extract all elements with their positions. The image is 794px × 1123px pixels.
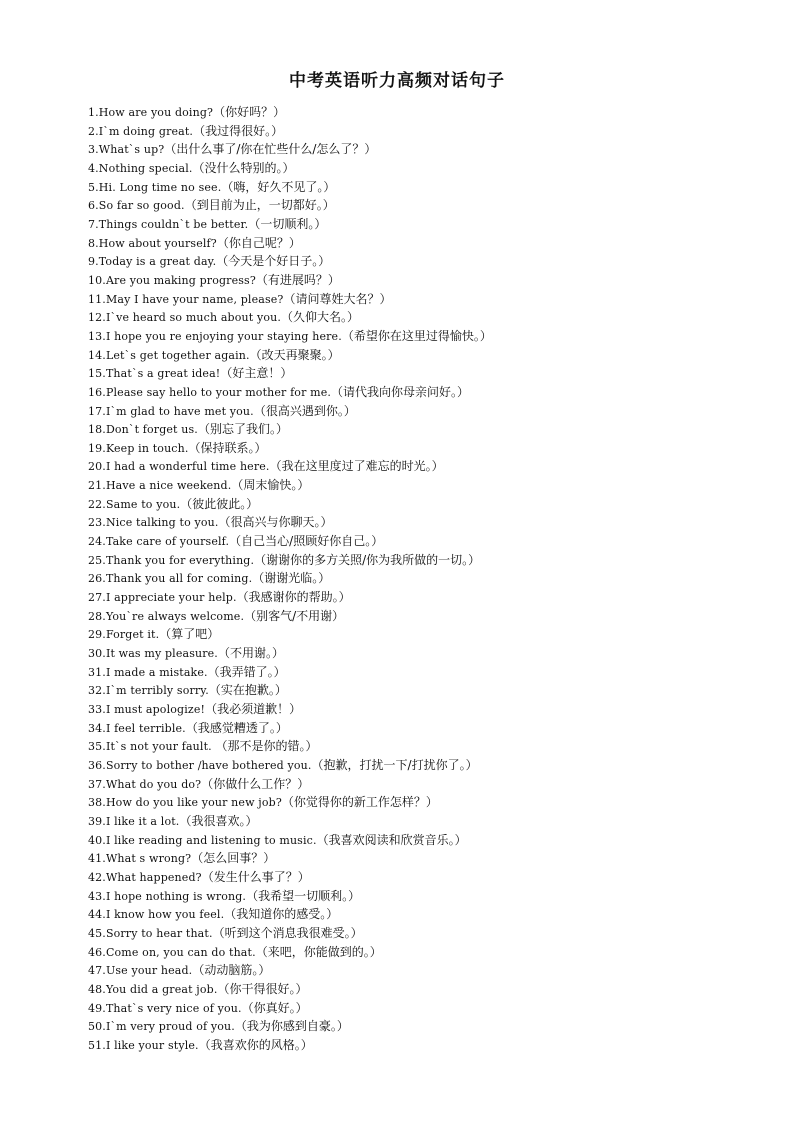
english-phrase: 51.I like your style. xyxy=(88,1038,199,1052)
chinese-translation: （出什么事了/你在忙些什么/怎么了？） xyxy=(164,142,377,157)
chinese-translation: （实在抱歉。） xyxy=(208,683,287,698)
english-phrase: 30.It was my pleasure. xyxy=(88,647,218,661)
english-phrase: 11.May I have your name, please? xyxy=(88,292,284,306)
phrase-line xyxy=(88,700,768,719)
phrase-line xyxy=(88,140,768,159)
english-phrase: 33.I must apologize! xyxy=(88,703,206,716)
phrase-line xyxy=(88,961,768,980)
phrase-line xyxy=(88,420,768,439)
english-phrase: 18.Don`t forget us. xyxy=(88,423,198,437)
phrase-line xyxy=(88,831,768,850)
chinese-translation: （没什么特别的。） xyxy=(192,160,295,175)
phrase-line xyxy=(88,681,768,700)
english-phrase: 47.Use your head. xyxy=(88,964,193,978)
chinese-translation: （希望你在这里过得愉快。） xyxy=(341,328,492,343)
phrase-line xyxy=(88,607,768,626)
english-phrase: 44.I know how you feel. xyxy=(88,908,225,922)
phrase-line xyxy=(88,775,768,794)
phrase-line xyxy=(88,569,768,588)
phrase-line xyxy=(88,868,768,887)
chinese-translation: （别客气/不用谢） xyxy=(244,608,345,623)
chinese-translation: （很高兴遇到你。） xyxy=(253,403,356,418)
phrase-line xyxy=(88,719,768,738)
phrase-line xyxy=(88,402,768,421)
chinese-translation: （嗨，好久不见了。） xyxy=(221,179,336,194)
english-phrase: 50.I`m very proud of you. xyxy=(88,1020,235,1034)
phrase-line xyxy=(88,532,768,551)
phrase-line xyxy=(88,849,768,868)
phrase-line xyxy=(88,905,768,924)
english-phrase: 7.Things couldn`t be better. xyxy=(88,217,249,231)
chinese-translation: （我过得很好。） xyxy=(193,123,284,138)
chinese-translation: （我很喜欢。） xyxy=(179,813,258,828)
chinese-translation: （请代我向你母亲问好。） xyxy=(331,384,470,399)
chinese-translation: （你干得很好。） xyxy=(217,981,308,996)
english-phrase: 23.Nice talking to you. xyxy=(88,516,219,530)
phrase-line xyxy=(88,308,768,327)
english-phrase: 24.Take care of yourself. xyxy=(88,535,230,549)
phrase-line xyxy=(88,737,768,756)
phrase-line xyxy=(88,812,768,831)
chinese-translation: （彼此彼此。） xyxy=(180,496,259,511)
phrase-line xyxy=(88,234,768,253)
english-phrase: 12.I`ve heard so much about you. xyxy=(88,311,281,325)
english-phrase: 16.Please say hello to your mother for me. xyxy=(88,385,332,399)
chinese-translation: （我弄错了。） xyxy=(207,664,286,679)
phrase-line xyxy=(88,513,768,532)
english-phrase: 31.I made a mistake. xyxy=(88,665,208,679)
chinese-translation: （到目前为止，一切都好。） xyxy=(184,198,335,213)
phrase-line xyxy=(88,364,768,383)
english-phrase: 13.I hope you re enjoying your staying here. xyxy=(88,329,342,343)
chinese-translation: （那不是你的错。） xyxy=(215,739,318,754)
phrase-line xyxy=(88,625,768,644)
chinese-translation: （我喜欢阅读和欣赏音乐。） xyxy=(316,832,467,847)
english-phrase: 49.That`s very nice of you. xyxy=(88,1001,242,1015)
chinese-translation: （我喜欢你的风格。） xyxy=(198,1037,313,1052)
english-phrase: 20.I had a wonderful time here. xyxy=(88,460,270,474)
phrase-line xyxy=(88,980,768,999)
english-phrase: 25.Thank you for everything. xyxy=(88,553,255,567)
phrase-line xyxy=(88,215,768,234)
phrase-line xyxy=(88,756,768,775)
phrase-line xyxy=(88,196,768,215)
chinese-translation: （听到这个消息我很难受。） xyxy=(212,925,363,940)
phrase-line xyxy=(88,663,768,682)
chinese-translation: （算了吧） xyxy=(159,627,220,642)
english-phrase: 9.Today is a great day. xyxy=(88,255,217,269)
phrase-line xyxy=(88,252,768,271)
chinese-translation: （今天是个好日子。） xyxy=(216,254,331,269)
chinese-translation: （你觉得你的新工作怎样？） xyxy=(281,795,438,810)
phrase-line xyxy=(88,271,768,290)
phrase-line xyxy=(88,439,768,458)
phrase-line xyxy=(88,103,768,122)
chinese-translation: （你好吗？） xyxy=(213,105,286,119)
chinese-translation: （我希望一切顺利。） xyxy=(246,888,361,903)
english-phrase: 48.You did a great job. xyxy=(88,982,218,996)
chinese-translation: （改天再聚聚。） xyxy=(249,347,340,362)
chinese-translation: （久仰大名。） xyxy=(280,310,359,325)
english-phrase: 17.I`m glad to have met you. xyxy=(88,404,254,418)
chinese-translation: （怎么回事？） xyxy=(191,851,276,866)
chinese-translation: （周末愉快。） xyxy=(231,478,310,493)
english-phrase: 46.Come on, you can do that. xyxy=(88,945,256,959)
phrase-line xyxy=(88,999,768,1018)
chinese-translation: （保持联系。） xyxy=(188,440,267,455)
english-phrase: 6.So far so good. xyxy=(88,199,185,213)
phrase-line xyxy=(88,327,768,346)
chinese-translation: （别忘了我们。） xyxy=(197,422,288,437)
phrase-line xyxy=(88,1036,768,1055)
chinese-translation: （我感谢你的帮助。） xyxy=(236,590,351,605)
english-phrase: 3.What`s up? xyxy=(88,143,165,157)
phrase-line xyxy=(88,122,768,141)
chinese-translation: （自己当心/照顾好你自己。） xyxy=(229,534,384,549)
phrase-line xyxy=(88,887,768,906)
english-phrase: 21.Have a nice weekend. xyxy=(88,479,232,493)
chinese-translation: （抱歉，打扰一下/打扰你了。） xyxy=(311,757,478,772)
english-phrase: 32.I`m terribly sorry. xyxy=(88,684,209,698)
english-phrase: 42.What happened? xyxy=(88,870,202,884)
chinese-translation: （你真好。） xyxy=(241,1000,308,1015)
chinese-translation: （很高兴与你聊天。） xyxy=(218,515,333,530)
chinese-translation: （我感觉糟透了。） xyxy=(185,720,288,735)
chinese-translation: （我必须道歉！） xyxy=(205,702,302,716)
english-phrase: 43.I hope nothing is wrong. xyxy=(88,889,247,903)
chinese-translation: （谢谢光临。） xyxy=(252,571,331,586)
english-phrase: 40.I like reading and listening to music. xyxy=(88,833,317,847)
phrase-line xyxy=(88,495,768,514)
english-phrase: 15.That`s a great idea! xyxy=(88,367,221,381)
phrase-line xyxy=(88,383,768,402)
phrase-line xyxy=(88,476,768,495)
chinese-translation: （请问尊姓大名？） xyxy=(283,291,392,306)
english-phrase: 26.Thank you all for coming. xyxy=(88,572,253,586)
phrase-line xyxy=(88,588,768,607)
chinese-translation: （你自己呢？） xyxy=(216,235,301,250)
phrase-line xyxy=(88,457,768,476)
english-phrase: 34.I feel terrible. xyxy=(88,721,186,735)
chinese-translation: （好主意！） xyxy=(220,366,293,381)
english-phrase: 8.How about yourself? xyxy=(88,236,217,250)
english-phrase: 2.I`m doing great. xyxy=(88,124,194,138)
english-phrase: 4.Nothing special. xyxy=(88,161,193,175)
english-phrase: 19.Keep in touch. xyxy=(88,441,189,455)
english-phrase: 22.Same to you. xyxy=(88,497,181,511)
chinese-translation: （不用谢。） xyxy=(217,646,284,661)
phrase-line xyxy=(88,159,768,178)
english-phrase: 5.Hi. Long time no see. xyxy=(88,180,222,194)
english-phrase: 41.What s wrong? xyxy=(88,852,192,866)
english-phrase: 28.You`re always welcome. xyxy=(88,609,245,623)
phrase-line xyxy=(88,551,768,570)
phrase-line xyxy=(88,644,768,663)
chinese-translation: （我知道你的感受。） xyxy=(224,907,339,922)
phrase-line xyxy=(88,793,768,812)
english-phrase: 38.How do you like your new job? xyxy=(88,796,282,810)
english-phrase: 29.Forget it. xyxy=(88,628,160,642)
chinese-translation: （我在这里度过了难忘的时光。） xyxy=(269,459,444,474)
phrase-line xyxy=(88,290,768,309)
phrase-line xyxy=(88,924,768,943)
english-phrase: 27.I appreciate your help. xyxy=(88,591,237,605)
english-phrase: 14.Let`s get together again. xyxy=(88,348,250,362)
english-phrase: 1.How are you doing? xyxy=(88,106,214,119)
phrase-line xyxy=(88,178,768,197)
chinese-translation: （发生什么事了？） xyxy=(201,869,310,884)
chinese-translation: （来吧，你能做到的。） xyxy=(255,944,382,959)
chinese-translation: （你做什么工作？） xyxy=(201,776,310,791)
chinese-translation: （我为你感到自豪。） xyxy=(234,1019,349,1034)
chinese-translation: （动动脑筋。） xyxy=(192,963,271,978)
chinese-translation: （一切顺利。） xyxy=(248,216,327,231)
page-title: 中考英语听力高频对话句子 xyxy=(289,71,505,91)
phrase-line xyxy=(88,1017,768,1036)
english-phrase: 36.Sorry to bother /have bothered you. xyxy=(88,758,312,772)
english-phrase: 10.Are you making progress? xyxy=(88,273,256,287)
english-phrase: 45.Sorry to hear that. xyxy=(88,926,213,940)
phrase-line xyxy=(88,943,768,962)
english-phrase: 35.It`s not your fault. xyxy=(88,740,216,754)
english-phrase: 39.I like it a lot. xyxy=(88,814,180,828)
phrase-list xyxy=(88,103,768,1054)
chinese-translation: （有进展吗？） xyxy=(255,272,340,287)
phrase-line xyxy=(88,346,768,365)
chinese-translation: （谢谢你的多方关照/你为我所做的一切。） xyxy=(254,552,481,567)
english-phrase: 37.What do you do? xyxy=(88,777,202,791)
